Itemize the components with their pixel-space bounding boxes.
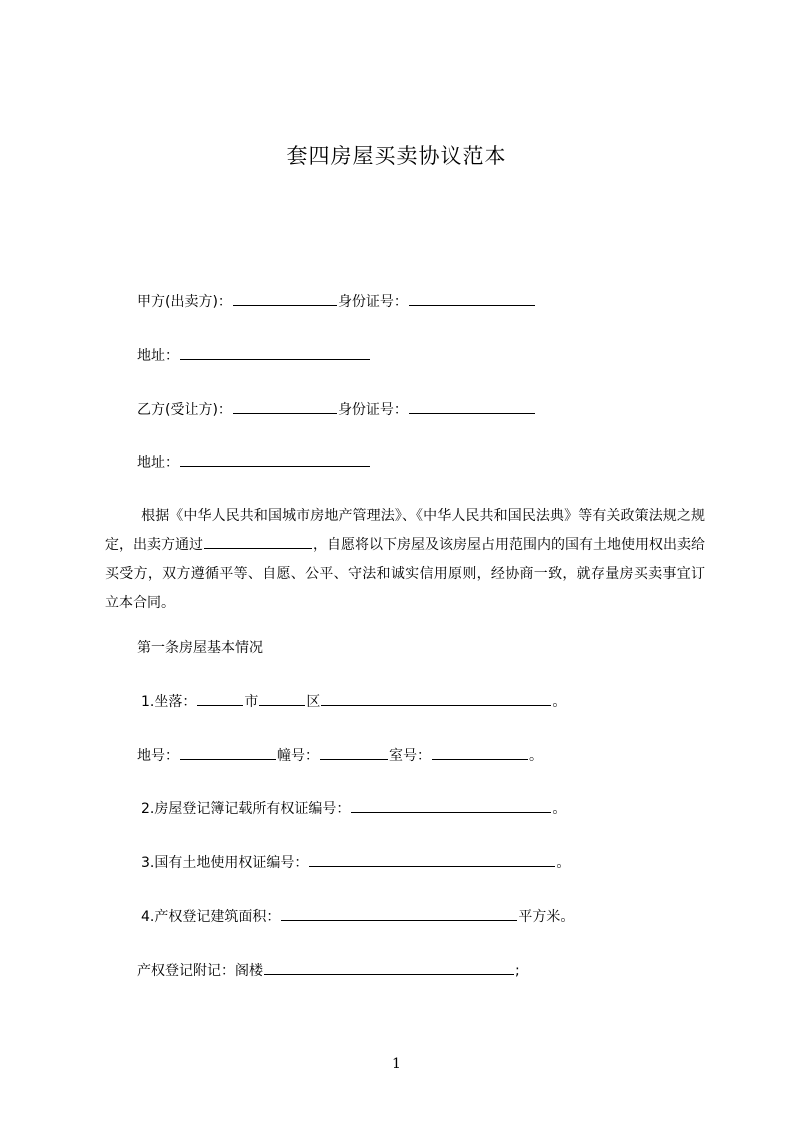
article-1-heading: 第一条房屋基本情况 — [137, 640, 263, 656]
acquisition-method-blank[interactable] — [204, 534, 312, 549]
item-4-end: 平方米。 — [518, 909, 575, 925]
party-a-id-blank[interactable] — [409, 291, 535, 306]
party-a-name-blank[interactable] — [233, 291, 337, 306]
party-b-label: 乙方(受让方)： — [137, 402, 232, 418]
item-2-label: 2.房屋登记簿记载所有权证编号： — [141, 801, 351, 817]
item-3-end: 。 — [556, 855, 571, 871]
page-number: 1 — [392, 1056, 401, 1072]
city-blank[interactable] — [197, 691, 243, 706]
appendix-end: ; — [515, 963, 520, 979]
address-a-label: 地址： — [137, 348, 179, 364]
party-a-id-label: 身份证号： — [337, 294, 408, 310]
district-label: 区 — [306, 694, 321, 710]
room-label: 室号： — [389, 748, 431, 764]
party-a-line — [137, 291, 536, 312]
party-b-id-label: 身份证号： — [337, 402, 408, 418]
item-4-line — [141, 906, 574, 927]
item-3-line — [141, 852, 570, 873]
item-1-label: 1.坐落： — [141, 694, 197, 710]
party-b-id-blank[interactable] — [409, 399, 535, 414]
item-2-end: 。 — [552, 801, 567, 817]
intro-text-2: ，自愿将以下房屋及该房屋占用范围内的国有土地使用权出卖给买受方，双方遵循平等、自愿、公平、守法和诚实信用原则，经协商一致，就存量房买卖事宜订立本合同。 — [105, 537, 705, 611]
land-cert-blank[interactable] — [309, 852, 555, 867]
ownership-cert-blank[interactable] — [351, 798, 551, 813]
item-4-label: 4.产权登记建筑面积： — [141, 909, 281, 925]
address-b-line — [137, 452, 371, 473]
party-a-label: 甲方(出卖方)： — [137, 294, 232, 310]
party-b-line — [137, 399, 536, 420]
item-1-line — [141, 691, 566, 712]
appendix-line — [137, 960, 520, 981]
area-blank[interactable] — [281, 906, 517, 921]
building-blank[interactable] — [320, 745, 388, 760]
lot-line — [137, 745, 543, 766]
address-a-blank[interactable] — [180, 345, 370, 360]
address-a-line — [137, 345, 371, 366]
city-label: 市 — [244, 694, 259, 710]
address-b-label: 地址： — [137, 455, 179, 471]
intro-text-1: 根据《中华人民共和国城市房地产管理法》、《中华人民共和国民法典》等有关政策法规之规定，出卖方通过 — [105, 508, 705, 553]
appendix-label: 产权登记附记：阁楼 — [137, 963, 263, 979]
lot-blank[interactable] — [180, 745, 276, 760]
building-label: 幢号： — [277, 748, 319, 764]
item-1-end: 。 — [552, 694, 567, 710]
address-b-blank[interactable] — [180, 452, 370, 467]
intro-paragraph — [105, 502, 705, 618]
document-title: 套四房屋买卖协议范本 — [286, 144, 507, 168]
district-blank[interactable] — [259, 691, 305, 706]
room-blank[interactable] — [432, 745, 528, 760]
location-blank[interactable] — [321, 691, 551, 706]
item-3-label: 3.国有土地使用权证编号： — [141, 855, 309, 871]
item-2-line — [141, 798, 566, 819]
party-b-name-blank[interactable] — [233, 399, 337, 414]
attic-blank[interactable] — [264, 960, 514, 975]
lot-label: 地号： — [137, 748, 179, 764]
lot-end: 。 — [529, 748, 543, 764]
